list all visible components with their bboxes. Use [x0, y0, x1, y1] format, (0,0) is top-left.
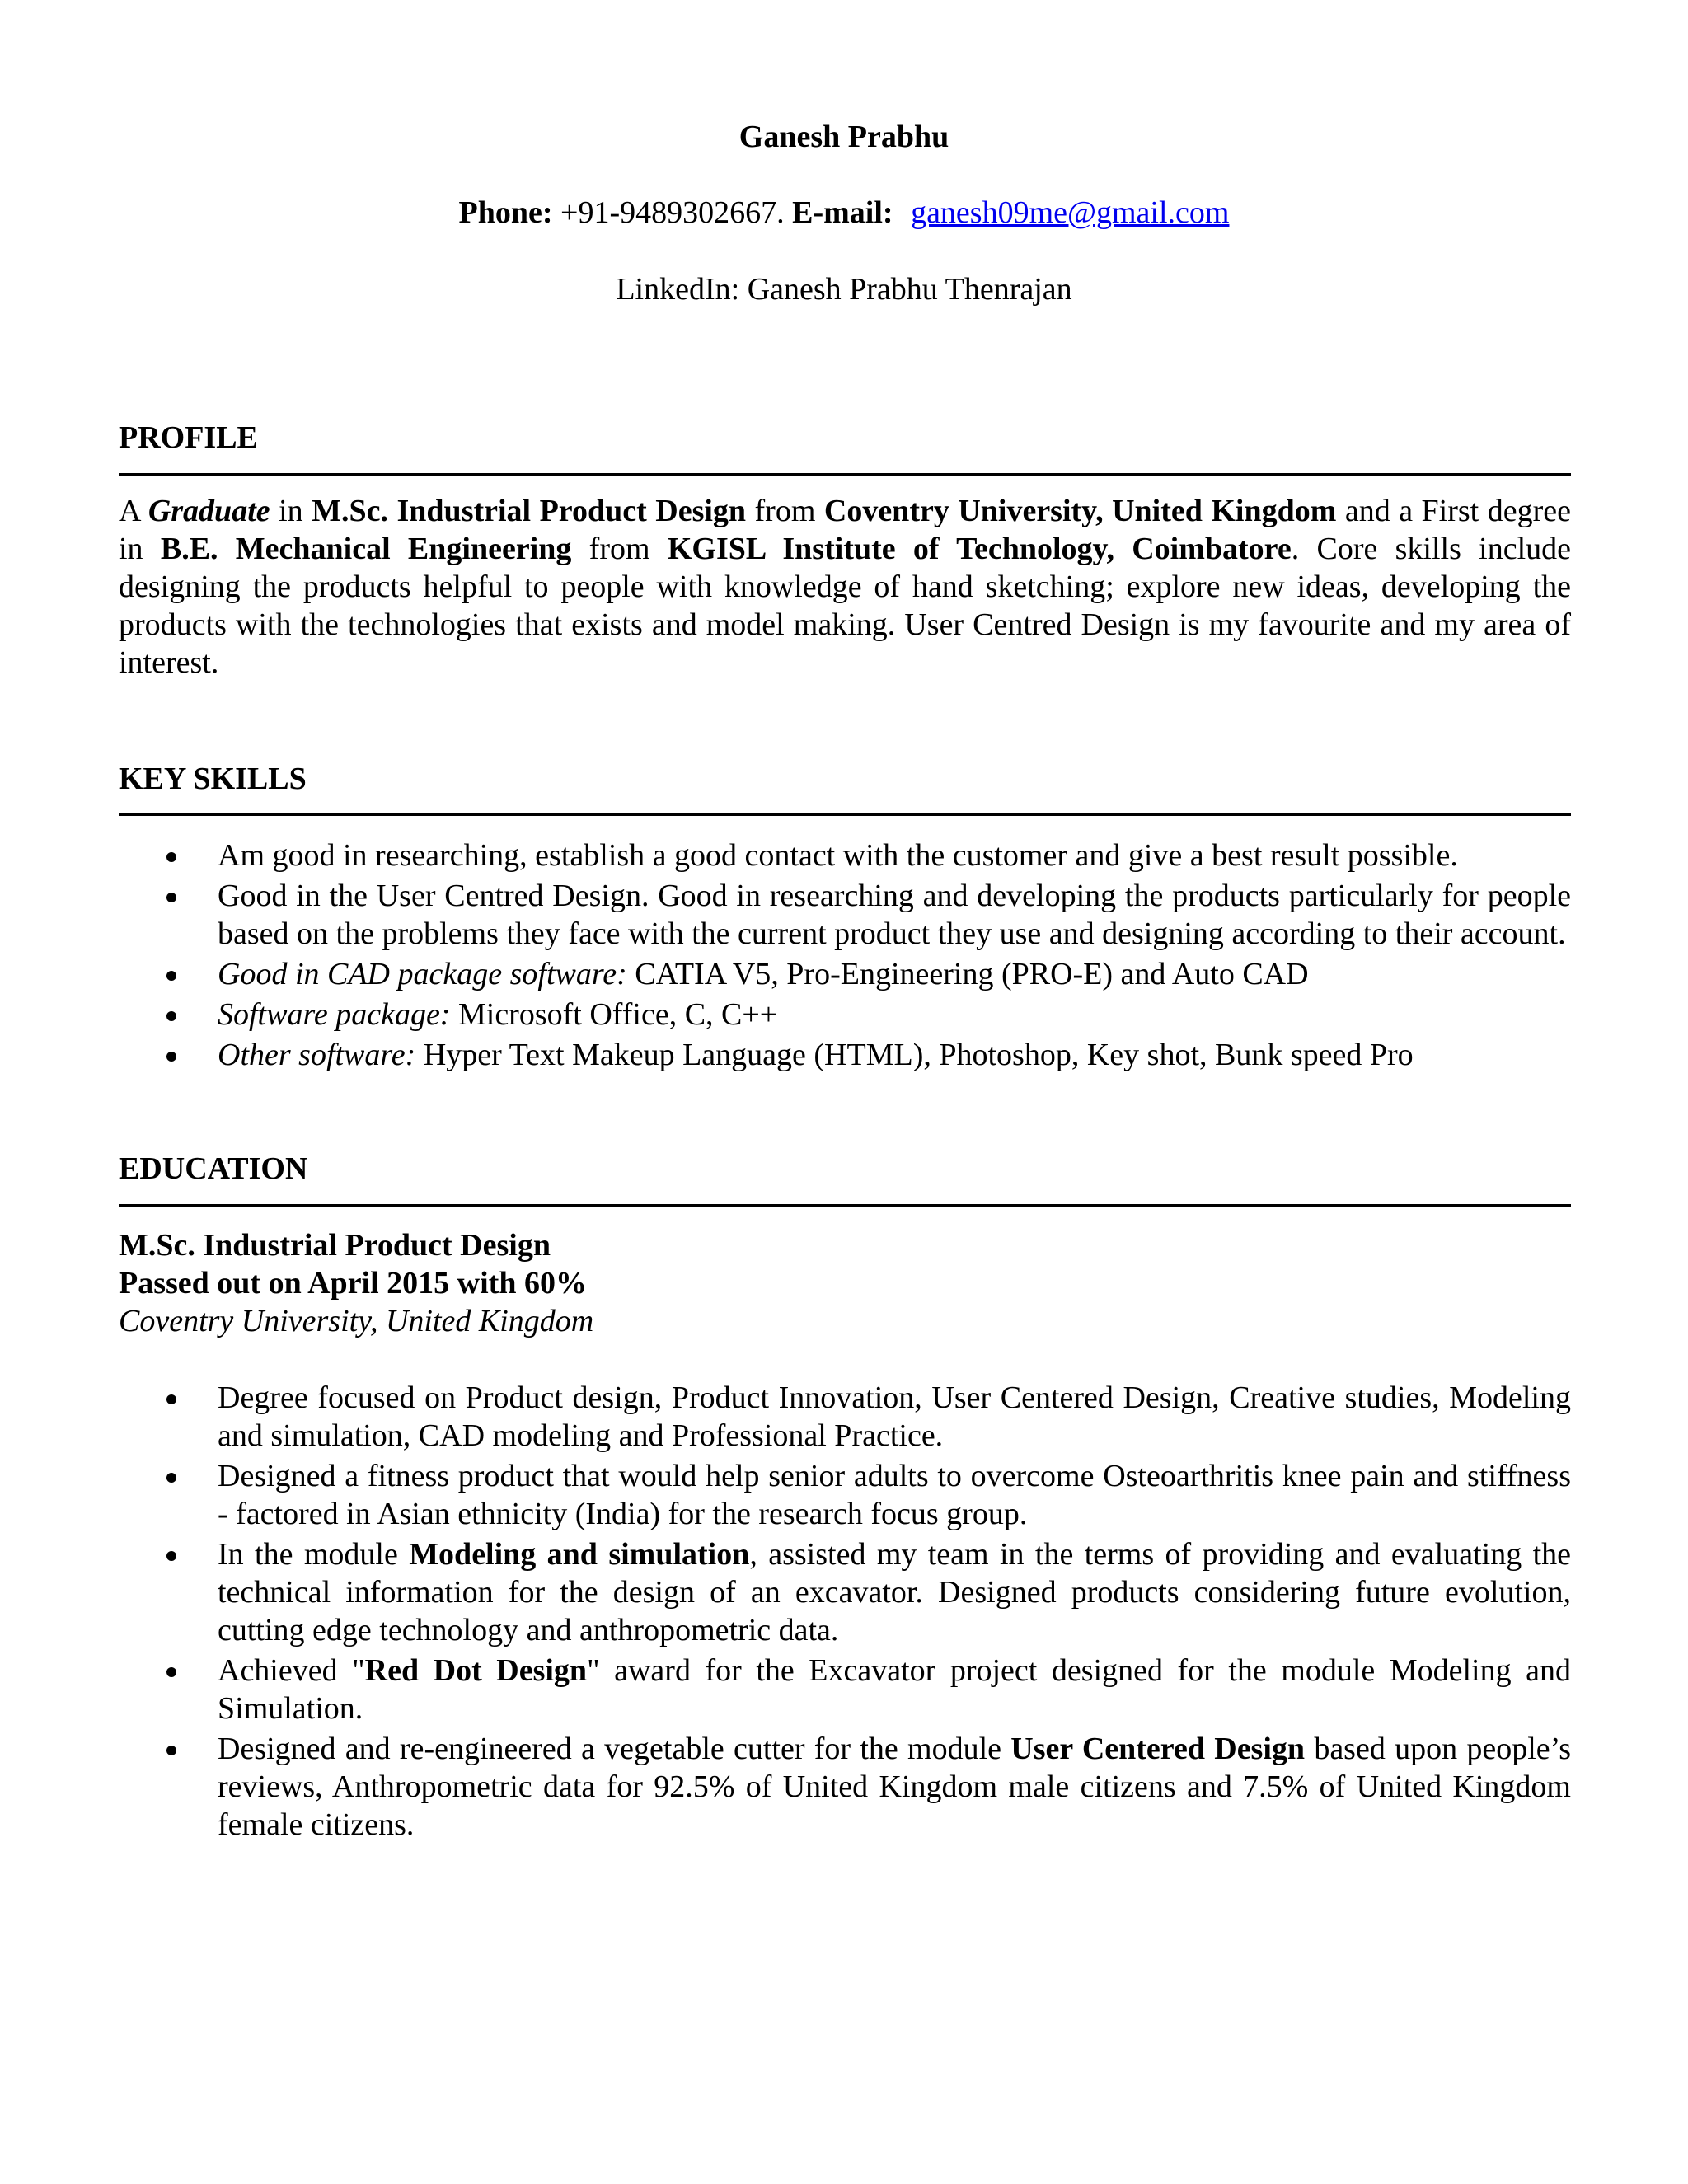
list-item [119, 955, 1571, 993]
list-item [119, 1036, 1571, 1074]
module-name: Modeling and simulation [409, 1537, 750, 1572]
profile-text: . Core skills include designing the products helpful to people with knowledge of hand sketching; explore new ideas, developing the products with the technologies that exists and model making. User Centred Design is my favourite and my area of interest. [119, 532, 1572, 680]
profile-heading: PROFILE [119, 420, 258, 455]
candidate-name: Ganesh Prabhu [738, 120, 950, 154]
profile-first-degree: B.E. Mechanical Engineering [160, 532, 572, 566]
list-item [119, 877, 1571, 953]
profile-text: from [746, 494, 824, 528]
education-text: Degree focused on Product design, Product Innovation, User Centered Design, Creative studies, Modeling and simulation, CAD modeling and Professional Practice. [218, 1380, 1571, 1453]
bullet-icon [166, 1011, 176, 1021]
education-passed: Passed out on April 2015 with 60% [119, 1266, 587, 1301]
skill-text: CATIA V5, Pro-Engineering (PRO-E) and Auto CAD [626, 957, 1309, 991]
education-text: In the module [218, 1537, 410, 1572]
profile-paragraph [119, 492, 1571, 682]
profile-text: Graduate [148, 494, 270, 528]
skill-label: Other software: [218, 1038, 416, 1072]
list-item [119, 1379, 1571, 1455]
education-text: Achieved " [218, 1653, 365, 1688]
bullet-icon [166, 852, 176, 862]
profile-institute: KGISL Institute of Technology, Coimbatore [667, 532, 1292, 566]
education-text: Designed and re-engineered a vegetable cutter for the module [218, 1732, 1011, 1766]
education-text: , assisted my team in the terms of providing and evaluating the technical information for the design of an excavator. Designed products considering future evolution, cutting edge technology and anthropometric data. [218, 1537, 1571, 1647]
education-divider [119, 1204, 1571, 1207]
profile-text: A [119, 494, 148, 528]
profile-text: and a First degree in [119, 494, 1571, 566]
bullet-icon [166, 1667, 176, 1677]
profile-degree: M.Sc. Industrial Product Design [312, 494, 747, 528]
email-label: E-mail: [792, 195, 893, 230]
list-item [119, 1730, 1571, 1844]
education-text: Designed a fitness product that would help senior adults to overcome Osteoarthritis knee pain and stiffness - factored in Asian ethnicity (India) for the research focus group. [218, 1459, 1571, 1531]
bullet-icon [166, 1473, 176, 1483]
skill-text: Am good in researching, establish a good contact with the customer and give a best result possible. [218, 838, 1458, 873]
list-item [119, 837, 1571, 874]
bullet-icon [166, 1052, 176, 1062]
bullet-icon [166, 1746, 176, 1755]
skill-text: Microsoft Office, C, C++ [450, 997, 778, 1032]
phone-label: Phone: [458, 195, 553, 230]
education-heading: EDUCATION [119, 1151, 308, 1186]
list-item [119, 996, 1571, 1033]
award-name: Red Dot Design [364, 1653, 588, 1688]
list-item [119, 1457, 1571, 1533]
profile-university: Coventry University, United Kingdom [823, 494, 1337, 528]
education-text: " award for the Excavator project designed for the module Modeling and Simulation. [218, 1653, 1571, 1726]
profile-divider [119, 473, 1571, 476]
list-item [119, 1652, 1571, 1727]
skill-label: Good in CAD package software: [218, 957, 627, 991]
skill-label: Software package: [218, 997, 451, 1032]
skill-text: Hyper Text Makeup Language (HTML), Photoshop, Key shot, Bunk speed Pro [415, 1038, 1414, 1072]
bullet-icon [166, 1551, 176, 1561]
linkedin-line: LinkedIn: Ganesh Prabhu Thenrajan [616, 272, 1072, 307]
education-list [119, 1379, 1571, 1846]
phone-number: +91-9489302667. [560, 195, 785, 230]
education-school: Coventry University, United Kingdom [119, 1304, 594, 1338]
list-item [119, 1535, 1571, 1649]
skill-text: Good in the User Centred Design. Good in researching and developing the products particularly for people based on the problems they face with the current product they use and designing according to their account. [218, 879, 1571, 951]
bullet-icon [166, 893, 176, 902]
education-degree: M.Sc. Industrial Product Design [119, 1228, 551, 1263]
education-text: based upon people’s reviews, Anthropometric data for 92.5% of United Kingdom male citizens and 7.5% of United Kingdom female citizens. [218, 1732, 1571, 1842]
key-skills-list [119, 837, 1571, 1076]
bullet-icon [166, 971, 176, 981]
module-name: User Centered Design [1010, 1732, 1306, 1766]
email-link[interactable]: ganesh09me@gmail.com [911, 195, 1230, 230]
key-skills-divider [119, 813, 1571, 816]
profile-text: in [270, 494, 312, 528]
key-skills-heading: KEY SKILLS [119, 762, 307, 796]
bullet-icon [166, 1394, 176, 1404]
contact-line [0, 194, 1688, 231]
profile-text: from [571, 532, 668, 566]
